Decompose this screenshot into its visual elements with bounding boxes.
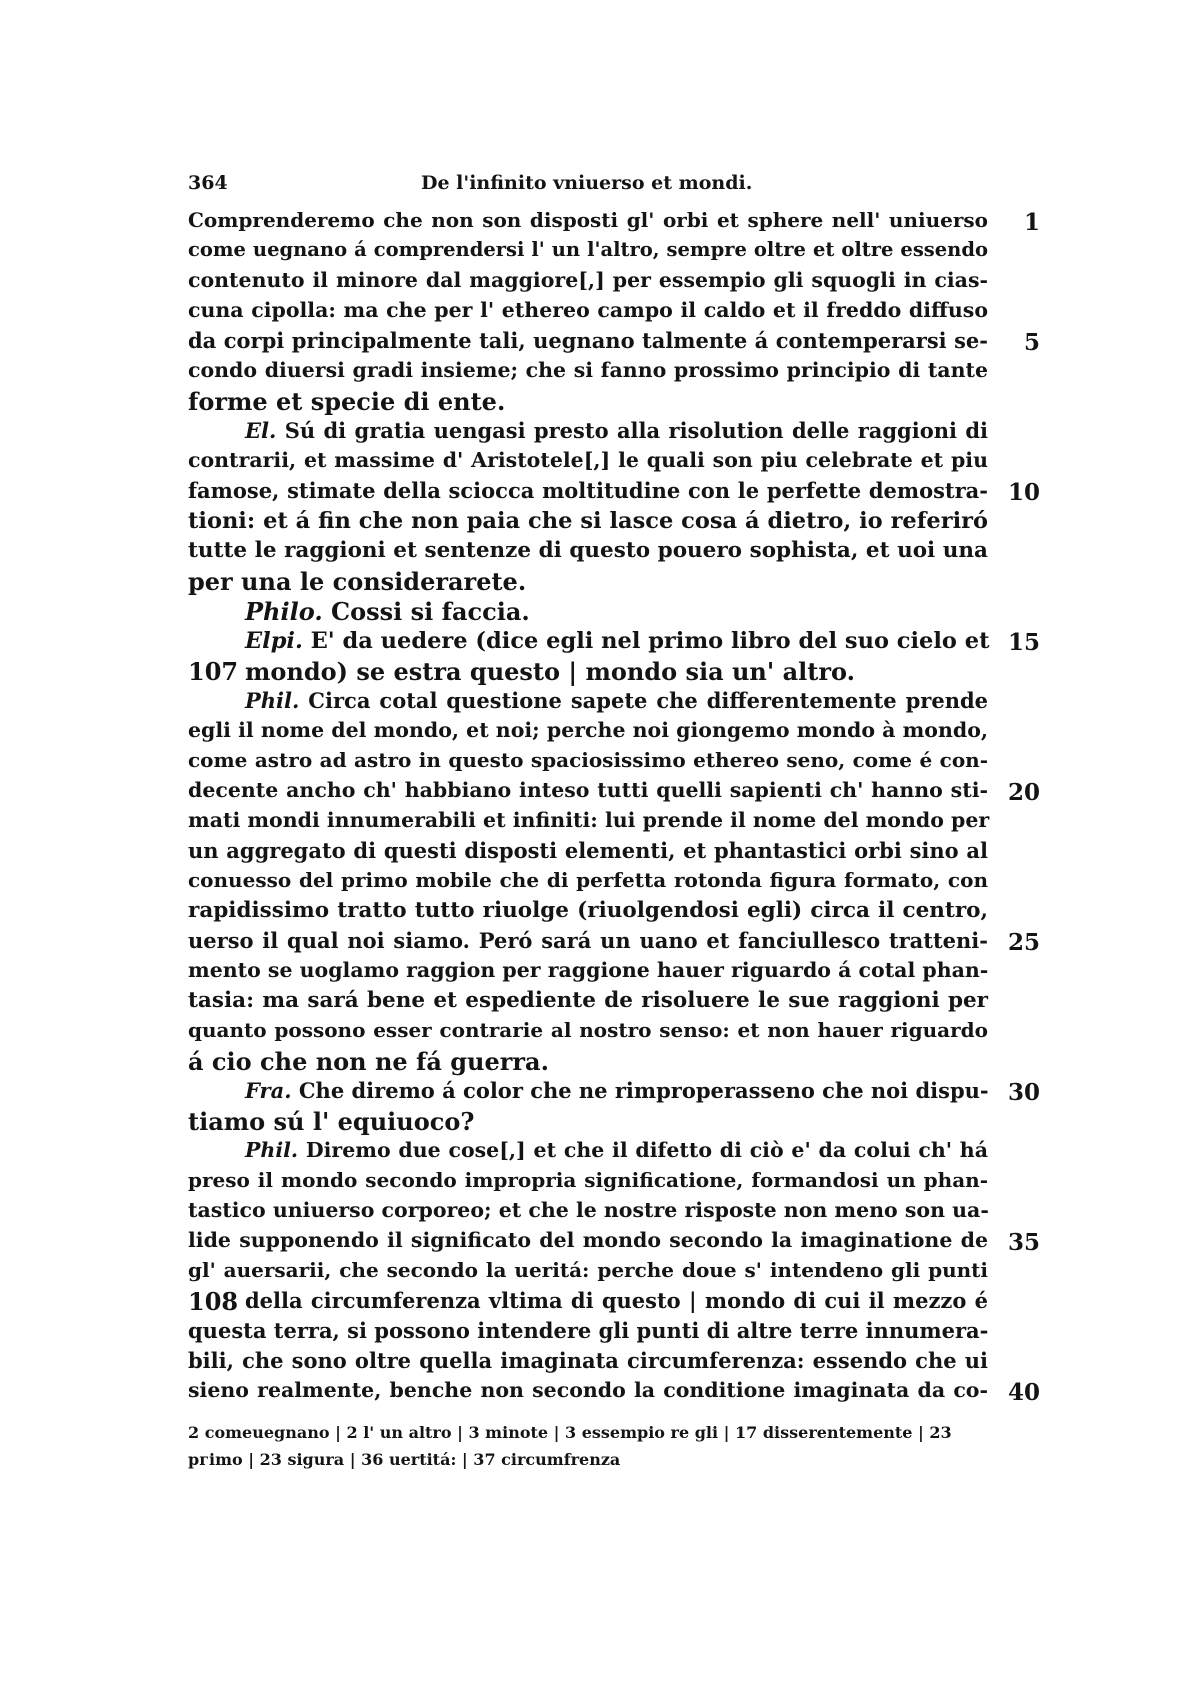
line-text: tastico uniuerso corporeo; et che le nostre risposte non meno son ua- <box>188 1198 989 1222</box>
text-line <box>188 240 988 260</box>
line-text: sieno realmente, benche non secondo la conditione imaginata da co- <box>188 1378 988 1402</box>
text-line <box>245 1140 988 1161</box>
line-text: Circa cotal questione sapete che differentemente prende <box>308 688 989 713</box>
line-text: tioni: et á fin che non paia che si lasce cosa á dietro, io referiró <box>188 508 988 534</box>
speaker-label: Philo. <box>245 597 323 626</box>
text-line <box>188 1047 988 1076</box>
text-line <box>188 1200 988 1221</box>
line-text: bili, che sono oltre quella imaginata circumferenza: essendo che ui <box>188 1348 988 1373</box>
text-line <box>188 1020 988 1040</box>
text-line <box>188 840 988 861</box>
line-text: per una le considerarete. <box>188 567 527 596</box>
line-text: da corpi principalmente tali, uegnano talmente á contemperarsi se- <box>188 328 988 353</box>
text-line <box>188 480 988 501</box>
page-header <box>188 172 988 198</box>
line-text: contrarii, et massime d' Aristotele[,] le quali son piu celebrate et piu <box>188 448 988 472</box>
text-line <box>188 360 988 381</box>
line-text: E' da uedere (dice egli nel primo libro del suo cielo et <box>310 628 990 654</box>
line-text: questa terra, si possono intendere gli punti di altre terre innumera- <box>188 1318 989 1343</box>
line-text: come uegnano á comprendersi l' un l'altro, sempre oltre et oltre essendo <box>188 238 988 261</box>
line-text: mento se uoglamo raggion per raggione hauer riguardo á cotal phan- <box>188 958 989 982</box>
line-number: 15 <box>1008 629 1041 656</box>
line-text: decente ancho ch' habbiano inteso tutti quelli sapienti ch' hanno sti- <box>188 778 988 802</box>
text-line <box>188 330 988 351</box>
text-line <box>188 1170 988 1190</box>
line-text: rapidissimo tratto tutto riuolge (riuolgendosi egli) circa il centro, <box>188 898 988 923</box>
line-number: 25 <box>1008 929 1041 956</box>
text-line <box>188 1260 988 1280</box>
text-line <box>188 900 988 922</box>
speaker-label: Phil. <box>245 1138 299 1162</box>
line-number: 10 <box>1008 479 1041 506</box>
line-number: 1 <box>1023 209 1040 236</box>
line-text: quanto possono esser contrarie al nostro senso: et non hauer riguardo <box>188 1018 988 1042</box>
line-text: uerso il qual noi siamo. Peró sará un uano et fanciullesco tratteni- <box>188 928 988 953</box>
line-number: 40 <box>1008 1379 1041 1406</box>
line-text: Cossi si faccia. <box>331 597 530 626</box>
text-line <box>188 960 988 981</box>
line-text: Sú di gratia uengasi presto alla risolution delle raggioni di <box>284 418 989 443</box>
text-line <box>188 510 988 533</box>
text-line <box>188 780 988 801</box>
line-text: Comprenderemo che non son disposti gl' orbi et sphere nell' uniuerso <box>188 208 988 232</box>
line-text: un aggregato di questi disposti elementi, et phantastici orbi sino al <box>188 838 988 863</box>
text-line <box>245 690 988 711</box>
line-text: contenuto il minore dal maggiore[,] per essempio gli squogli in cias- <box>188 268 988 292</box>
line-text: tutte le raggioni et sentenze di questo pouero sophista, et uoi una <box>188 538 988 563</box>
line-text: forme et specie di ente. <box>188 387 506 416</box>
apparatus-line: pгimo | 23 sigura | 36 uertitá: | 37 circumfrenza <box>188 1450 621 1469</box>
text-line <box>245 657 988 686</box>
line-text: della circumferenza vltima di questo | mondo di cui il mezzo é <box>245 1288 988 1313</box>
line-number: 35 <box>1008 1229 1041 1256</box>
text-line <box>188 720 988 741</box>
text-line <box>188 1380 988 1401</box>
line-text: Che diremo á color che ne rimproperasseno che noi dispu- <box>298 1078 989 1103</box>
line-text: condo diuersi gradi insieme; che si fanno prossimo principio di tante <box>188 358 988 382</box>
line-number: 30 <box>1008 1079 1041 1106</box>
text-line <box>188 387 988 416</box>
text-line <box>188 270 988 291</box>
text-line <box>188 300 988 321</box>
text-line <box>188 930 988 951</box>
text-line <box>188 1350 988 1371</box>
line-text: tiamo sú l' equiuoco? <box>188 1107 475 1136</box>
line-text: famose, stimate della sciocca moltitudine con le perfette demostra- <box>188 478 988 503</box>
line-text: cuna cipolla: ma che per l' ethereo campo il caldo et il freddo diffuso <box>188 298 988 322</box>
speaker-label: Phil. <box>245 688 300 713</box>
line-text: conuesso del primo mobile che di perfetta rotonda figura formato, con <box>188 868 988 892</box>
speaker-label: El. <box>245 418 277 443</box>
line-text: tasia: ma sará bene et espediente de risoluere le sue raggioni per <box>188 988 988 1013</box>
text-line <box>245 420 988 441</box>
running-title: De l'infinito vniuerso et mondi. <box>421 172 753 194</box>
line-text: lide supponendo il significato del mondo secondo la imaginatione de <box>188 1228 988 1252</box>
text-line <box>188 450 988 471</box>
text-line <box>245 630 988 653</box>
text-line <box>245 597 988 626</box>
line-text: Diremo due cose[,] et che il difetto di ciò e' da colui ch' há <box>305 1138 988 1162</box>
text-line <box>188 567 988 596</box>
line-text: mondo) se estra questo | mondo sia un' altro. <box>245 657 855 686</box>
line-number: 5 <box>1023 329 1040 356</box>
text-line <box>188 990 988 1012</box>
line-number: 20 <box>1008 779 1041 806</box>
text-line <box>188 1107 988 1136</box>
line-text: come astro ad astro in questo spaciosissimo ethereo seno, come é con- <box>188 748 988 772</box>
page-number: 364 <box>188 172 228 194</box>
text-line <box>188 870 988 890</box>
line-text: á cio che non ne fá guerra. <box>188 1047 549 1076</box>
line-text: preso il mondo secondo impropria significatione, formandosi un phan- <box>188 1168 988 1192</box>
line-text: egli il nome del mondo, et noi; perche noi giongemo mondo à mondo, <box>188 718 988 742</box>
text-line <box>188 1320 988 1341</box>
speaker-label: Elpi. <box>245 628 303 654</box>
text-line <box>188 1230 988 1251</box>
apparatus-line: 2 comeuegnano | 2 l' un altro | 3 minote | 3 essempio re gli | 17 disserentemente | 23 <box>188 1423 952 1442</box>
text-line <box>245 1080 988 1101</box>
original-page-number: 107 <box>188 657 239 686</box>
text-line <box>245 1290 988 1311</box>
text-line <box>188 810 988 831</box>
text-line <box>188 540 988 562</box>
line-text: gl' auersarii, che secondo la ueritá: perche doue s' intendeno gli punti <box>188 1258 988 1282</box>
text-line <box>188 210 988 230</box>
original-page-number: 108 <box>188 1287 239 1316</box>
line-text: mati mondi innumerabili et infiniti: lui prende il nome del mondo per <box>188 808 990 832</box>
text-line <box>188 750 988 770</box>
speaker-label: Fra. <box>245 1078 292 1103</box>
